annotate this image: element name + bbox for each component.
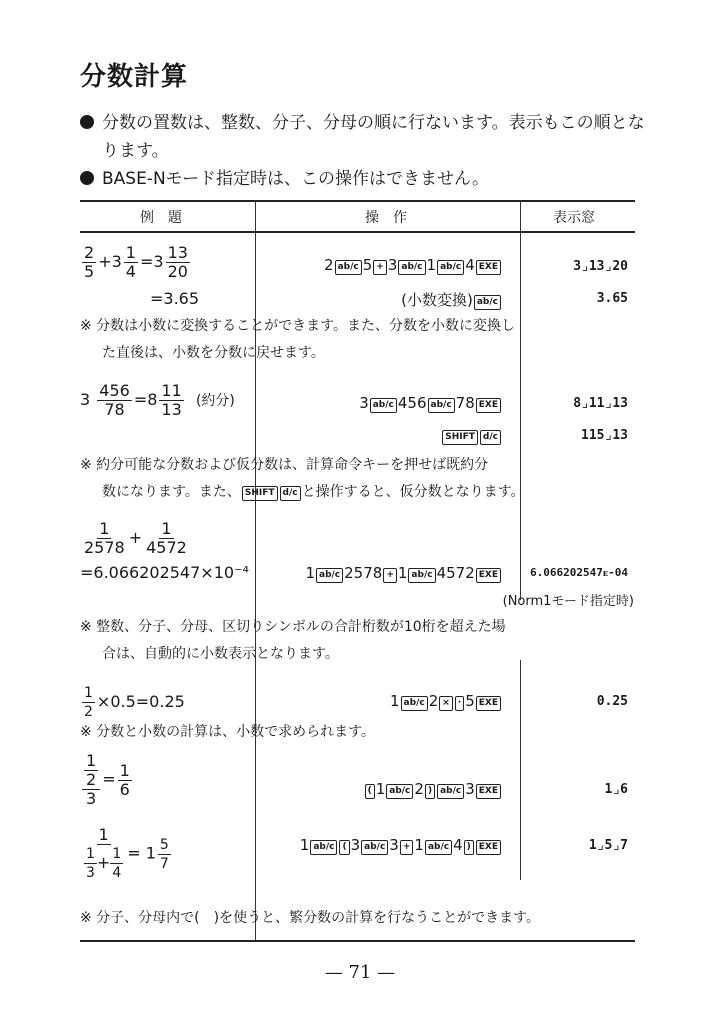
ab-c-key: ab/c (398, 260, 425, 275)
operation-4: 1 ab/c 2 × · 5 EXE (390, 692, 502, 711)
bullet-2: BASE-Nモード指定時は、この操作はできません。 (80, 164, 489, 189)
example-1-decimal: =3.65 (150, 289, 200, 308)
bullet-dot-icon (80, 171, 94, 185)
display-6: 1⌟5⌟7 (588, 838, 628, 853)
exe-key: EXE (476, 260, 501, 275)
fraction: $\frac{1}{6}$ (119, 760, 130, 799)
table-header-rule (80, 231, 635, 233)
page-number: — 71 — (324, 962, 396, 983)
column-divider-1 (255, 200, 256, 940)
fraction: $\frac{1}{2578}$ (84, 519, 125, 557)
display-1-decimal: 3.65 (596, 291, 628, 306)
decimal-point-key: · (455, 696, 464, 711)
display-1: 3⌟13⌟20 (573, 259, 628, 274)
plus-key: + (400, 840, 414, 855)
example-1: $\frac{2}{5}$ +3 $\frac{1}{4}$ =3 $\frac{13}{20}$ (84, 243, 188, 281)
ab-c-key: ab/c (425, 840, 452, 855)
ab-c-key: ab/c (474, 295, 501, 310)
header-operation: 操 作 (365, 210, 407, 226)
fraction: $\frac{2}{5}$ (84, 243, 95, 281)
note-2b: 数になります。また、 SHIFT d/c と操作すると、仮分数となります。 (102, 484, 525, 500)
exe-key: EXE (476, 568, 501, 583)
left-paren-key: ( (365, 784, 375, 799)
table-top-rule (80, 200, 635, 202)
display-2: 8⌟11⌟13 (573, 396, 628, 411)
fraction: $\frac{1}{2}$ (84, 685, 93, 720)
operation-5: ( 1 ab/c 2 ) ab/c 3 EXE (364, 780, 502, 799)
right-paren-key: ) (464, 840, 474, 855)
example-4: $\frac{1}{2}$ ×0.5=0.25 (84, 685, 185, 720)
ab-c-key: ab/c (335, 260, 362, 275)
fraction: $\frac{11}{13}$ (161, 381, 182, 419)
display-5: 1⌟6 (604, 782, 628, 797)
display-3-note: (Norm1モード指定時) (502, 594, 634, 609)
ab-c-key: ab/c (316, 568, 343, 583)
example-3-result: =6.066202547×10⁻⁴ (80, 563, 249, 582)
fraction: $\frac{13}{20}$ (167, 243, 188, 281)
ab-c-key: ab/c (437, 784, 464, 799)
operation-2: 3 ab/c 456 ab/c 78 EXE (359, 394, 502, 413)
note-6: ※ 分子、分母内で( )を使うと、繁分数の計算を行なうことができます。 (80, 910, 540, 926)
example-5: $\frac{\frac{1}{2}}{3}$ = $\frac{1}{6}$ (80, 752, 134, 808)
left-paren-key: ( (339, 840, 349, 855)
nested-fraction: $\frac{\frac{1}{2}}{3}$ (82, 752, 100, 808)
note-1a: ※ 分数は小数に変換することができます。また、分数を小数に変換し (80, 318, 516, 334)
operation-1-decimal: (小数変換) ab/c (401, 289, 502, 310)
page-title: 分数計算 (80, 62, 189, 92)
shift-key: SHIFT (442, 430, 478, 445)
exe-key: EXE (476, 398, 501, 413)
fraction: $\frac{1}{2}$ (86, 751, 97, 789)
table-bottom-rule (80, 940, 635, 942)
note-4: ※ 分数と小数の計算は、小数で求められます。 (80, 724, 376, 740)
display-3: 6.066202547ᴇ-04 (530, 566, 628, 579)
fraction: $\frac{456}{78}$ (99, 381, 130, 419)
fraction: $\frac{1}{4572}$ (146, 519, 187, 557)
example-6: 1 $\frac{1}{3}$ + $\frac{1}{4}$ = 1 $\frac{5}{7}$ (80, 826, 173, 882)
operation-2-improper (441, 426, 502, 445)
note-1b: た直後は、小数を分数に戻せます。 (102, 345, 325, 361)
column-divider-2a (520, 200, 521, 600)
bullet-1-cont: ります。 (102, 141, 169, 161)
fraction: $\frac{1}{3}$ (86, 846, 95, 881)
bullet-dot-icon (80, 115, 94, 129)
ab-c-key: ab/c (386, 784, 413, 799)
display-2-improper: 115⌟13 (581, 428, 628, 443)
header-display: 表示窓 (553, 210, 595, 226)
d-c-key: d/c (480, 430, 501, 445)
display-4: 0.25 (596, 694, 628, 709)
ab-c-key: ab/c (437, 260, 464, 275)
ab-c-key: ab/c (408, 568, 435, 583)
exe-key: EXE (476, 696, 501, 711)
ab-c-key: ab/c (361, 840, 388, 855)
note-3b: 合は、自動的に小数表示となります。 (102, 646, 339, 662)
times-key: × (439, 696, 453, 711)
operation-3: 1 ab/c 2578 + 1 ab/c 4572 EXE (305, 564, 502, 583)
operation-1: 2 ab/c 5 + 3 ab/c 1 ab/c 4 EXE (324, 256, 502, 275)
ab-c-key: ab/c (310, 840, 337, 855)
fraction: $\frac{5}{7}$ (159, 836, 169, 872)
plus-key: + (373, 260, 387, 275)
d-c-key: d/c (280, 486, 301, 501)
ab-c-key: ab/c (370, 398, 397, 413)
plus-key: + (383, 568, 397, 583)
exe-key: EXE (476, 784, 501, 799)
example-3: $\frac{1}{2578}$ + $\frac{1}{4572}$ (84, 519, 187, 557)
header-example: 例 題 (140, 210, 182, 226)
note-2a: ※ 約分可能な分数および仮分数は、計算命令キーを押せば既約分 (80, 457, 489, 473)
column-divider-2b (520, 660, 521, 880)
ab-c-key: ab/c (428, 398, 455, 413)
fraction: $\frac{1}{4}$ (112, 846, 122, 881)
fraction: $\frac{1}{4}$ (125, 243, 136, 281)
bullet-1: 分数の置数は、整数、分子、分母の順に行ないます。表示もこの順とな (80, 108, 645, 133)
right-paren-key: ) (425, 784, 435, 799)
operation-6: 1 ab/c ( 3 ab/c 3 + 1 ab/c 4 ) EXE (300, 836, 502, 855)
complex-fraction: 1 $\frac{1}{3}$ + $\frac{1}{4}$ (86, 825, 122, 881)
example-2: 3 $\frac{456}{78}$ =8 $\frac{11}{13}$ (約分) (80, 381, 235, 419)
shift-key: SHIFT (242, 486, 278, 501)
exe-key: EXE (476, 840, 501, 855)
note-3a: ※ 整数、分子、分母、区切りシンボルの合計桁数が10桁を超えた場 (80, 619, 506, 635)
ab-c-key: ab/c (401, 696, 428, 711)
